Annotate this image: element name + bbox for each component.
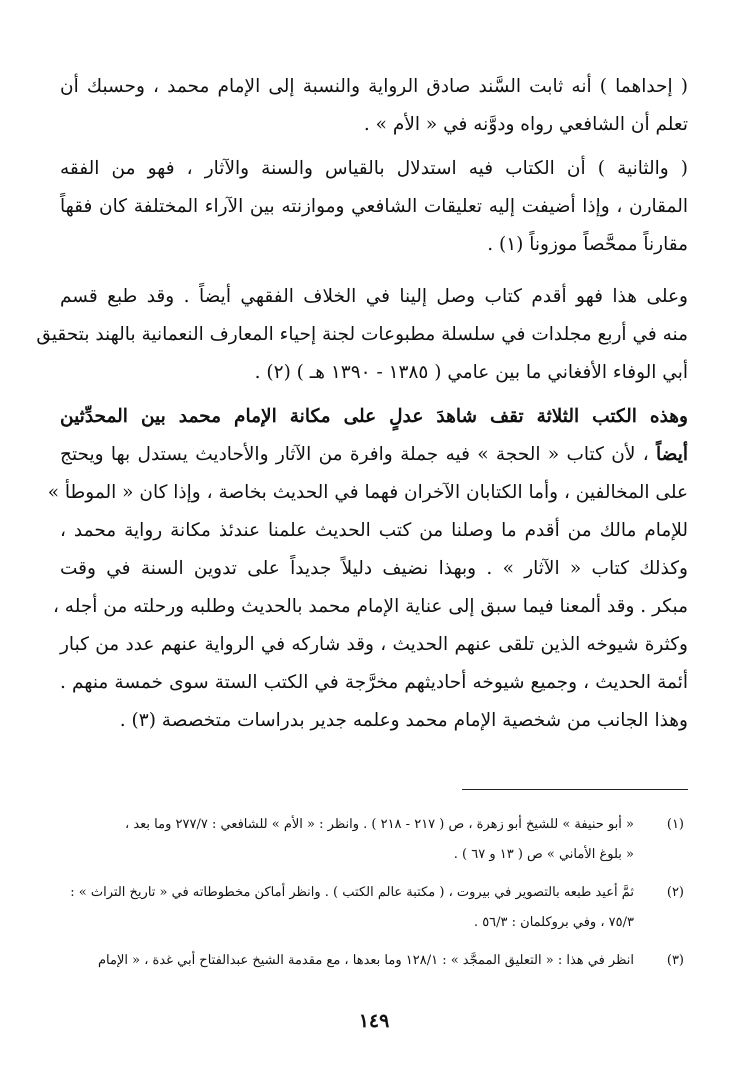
- paragraph-4: [47, 398, 688, 740]
- footnote-divider: [462, 789, 688, 790]
- text-line: منه في أربع مجلدات في سلسلة مطبوعات لجنة إحياء المعارف النعمانية بالهند بتحقيق: [36, 324, 688, 345]
- text-line: ( إحداهما ) أنه ثابت السَّند صادق الرواية والنسبة إلى الإمام محمد ، وحسبك أن: [60, 76, 688, 97]
- footnote-number: (١): [666, 817, 684, 832]
- text-line: تعلم أن الشافعي رواه ودوَّنه في « الأم » .: [363, 114, 688, 135]
- text-line: على المخالفين ، وأما الكتابان الآخران فهما في الحديث بخاصة ، وإذا كان « الموطأ »: [47, 482, 688, 503]
- page: [36, 68, 688, 1052]
- text-fragment: ، لأن كتاب « الحجة » فيه جملة وافرة من الآثار والأحاديث يستدل بها ويحتج: [60, 444, 657, 465]
- footnotes: [60, 810, 688, 984]
- footnote: [60, 810, 688, 870]
- footnote-line: انظر في هذا : « التعليق الممجَّد » : ١٢٨/١ وما بعدها ، مع مقدمة الشيخ عبدالفتاح أبي غدة ، « الإمام: [98, 953, 634, 968]
- text-line: أبي الوفاء الأفغاني ما بين عامي ( ١٣٨٥ - ١٣٩٠ هـ ) (٢) .: [254, 362, 688, 383]
- bold-lead-word: أيضاً: [656, 444, 688, 465]
- text-line: مقارناً ممحَّصاً موزوناً (١) .: [487, 234, 688, 255]
- footnote-number: (٣): [666, 953, 684, 968]
- text-line: وهذا الجانب من شخصية الإمام محمد وعلمه جدير بدراسات متخصصة (٣) .: [119, 710, 688, 731]
- footnote-line: ثمَّ أعيد طبعه بالتصوير في بيروت ، ( مكتبة عالم الكتب ) . وانظر أماكن مخطوطاته في « تاريخ التراث » :: [70, 885, 634, 900]
- footnote-line: « بلوغ الأماني » ص ( ١٣ و ٦٧ ) .: [453, 847, 634, 862]
- text-line: المقارن ، وإذا أضيفت إليه تعليقات الشافعي وموازنته بين الآراء المختلفة كان فقهاً: [60, 196, 688, 217]
- footnote: [60, 946, 688, 976]
- page-number: ١٤٩: [358, 1010, 390, 1032]
- footnote: [60, 878, 688, 938]
- footnote-line: ٧٥/٣ ، وفي بروكلمان : ٥٦/٣ .: [473, 915, 634, 930]
- text-line: [60, 436, 688, 474]
- paragraph-3: [36, 278, 688, 392]
- text-line: ( والثانية ) أن الكتاب فيه استدلال بالقياس والسنة والآثار ، فهو من الفقه: [60, 158, 688, 179]
- footnote-number: (٢): [666, 885, 684, 900]
- paragraph-2: [60, 150, 688, 264]
- text-line: أئمة الحديث ، وجميع شيوخه أحاديثهم مخرَّجة في الكتب الستة سوى خمسة منهم .: [60, 672, 688, 693]
- text-line: وكثرة شيوخه الذين تلقى عنهم الحديث ، وقد شاركه في الرواية عنهم عدد من كبار: [60, 634, 688, 655]
- text-line: مبكر . وقد ألمعنا فيما سبق إلى عناية الإمام محمد بالحديث وطلبه ورحلته من أجله ،: [52, 596, 688, 617]
- text-line: وعلى هذا فهو أقدم كتاب وصل إلينا في الخلاف الفقهي أيضاً . وقد طبع قسم: [60, 286, 688, 307]
- footnote-line: « أبو حنيفة » للشيخ أبو زهرة ، ص ( ٢١٧ - ٢١٨ ) . وانظر : « الأم » للشافعي : ٢٧٧/٧ وما بعد ،: [125, 817, 634, 832]
- bold-heading-line: وهذه الكتب الثلاثة تقف شاهدَ عدلٍ على مكانة الإمام محمد بين المحدِّثين: [60, 406, 688, 427]
- paragraph-1: [60, 68, 688, 144]
- text-line: للإمام مالك من أقدم ما وصلنا من كتب الحديث علمنا عندئذ مكانة رواية محمد ،: [60, 520, 688, 541]
- text-line: وكذلك كتاب « الآثار » . وبهذا نضيف دليلاً جديداً على تدوين السنة في وقت: [60, 558, 688, 579]
